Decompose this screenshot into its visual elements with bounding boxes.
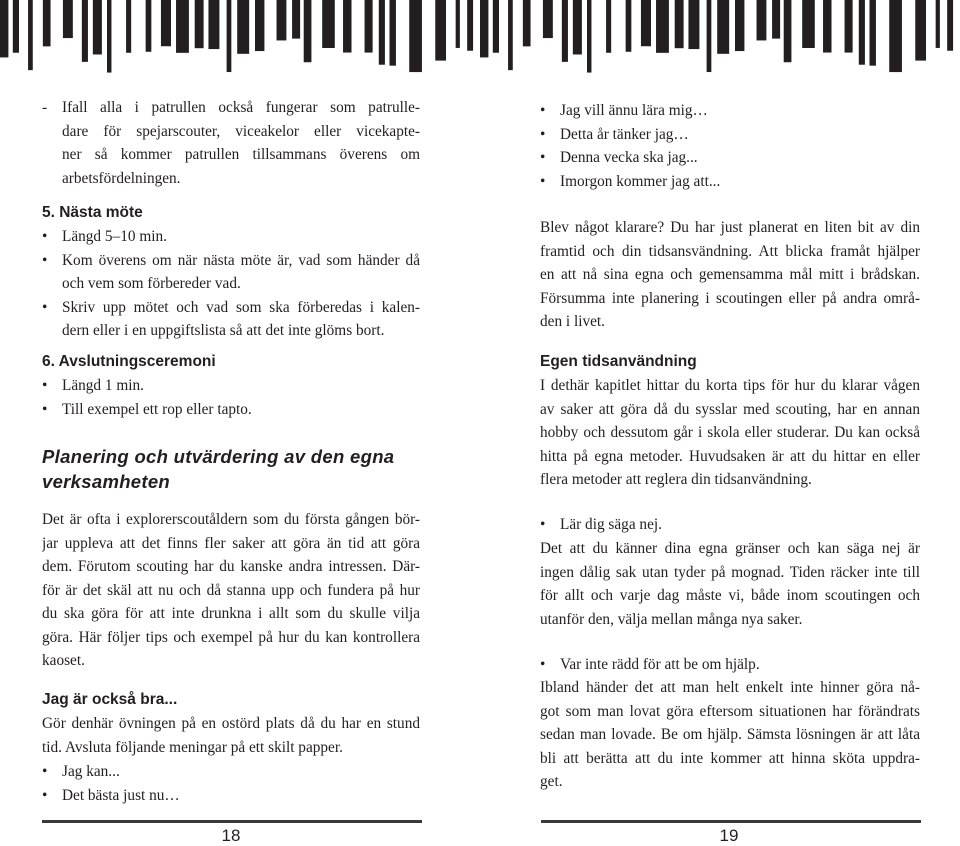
list-item [540, 653, 920, 677]
text-line: den i livet. [540, 313, 605, 330]
list-item [42, 374, 420, 398]
text-line: Kom överens om när nästa möte är, vad som händer då [62, 251, 420, 269]
text-line: get. [540, 773, 563, 790]
tree-trunk [656, 0, 669, 53]
time-use-heading: Egen tidsanvändning [540, 353, 697, 370]
tree-trunk [208, 0, 219, 49]
text-line: för allt och varje dag måste vi, både inom scoutingen och [540, 587, 920, 604]
text-line: Det att du känner dina egna gränser och kan säga nej är [540, 540, 920, 557]
tree-trunk [717, 0, 729, 54]
tree-trunk [802, 0, 815, 48]
main-heading-line: Planering och utvärdering av den egna [42, 446, 395, 467]
tree-trunk [606, 0, 611, 53]
bullet-icon: • [540, 172, 546, 190]
tree-trunk [859, 0, 865, 65]
bullet-icon: • [540, 149, 546, 166]
tree-trunk [936, 0, 940, 48]
text-line: Detta år tänker jag… [560, 125, 689, 143]
text-line: Lär dig säga nej. [560, 516, 662, 533]
text-line: ingen dålig sak utan tyder på mognad. Tiden räcker inte till [540, 563, 920, 581]
tree-trunk [467, 0, 473, 51]
bullet-icon: • [42, 228, 48, 245]
list-item [540, 513, 920, 537]
tree-trunk [176, 0, 189, 53]
tree-trunk [508, 0, 513, 70]
tree-trunk [688, 0, 699, 49]
footer-rule-right [541, 820, 921, 823]
text-line: flera metoder att reglera din tidsanvändning. [540, 471, 812, 488]
tree-trunk [277, 0, 287, 40]
text-line: Jag kan... [62, 763, 120, 780]
bullet-icon: • [42, 377, 48, 394]
bullet-icon: • [540, 656, 546, 673]
tree-trunk [543, 0, 553, 38]
tree-trunk [43, 0, 51, 46]
text-line: Gör denhär övningen på en ostörd plats då du har en stund [42, 715, 420, 732]
text-line: sedan man lovade. Be om hjälp. Sämsta lösningen är att låta [540, 726, 920, 743]
text-line: Blev något klarare? Du har just planerat en liten bit av din [540, 219, 920, 236]
text-line: bli att berätta att du inte kommer att hinna sköta uppdra- [540, 749, 920, 767]
tree-trunk [641, 0, 651, 46]
list-item [42, 398, 420, 422]
text-line: got som man lovat göra eftersom situationen har förändrats [540, 702, 920, 720]
bullet-icon: • [42, 400, 48, 418]
list-item [540, 123, 920, 147]
tree-trunk [845, 0, 853, 53]
tree-trunk [587, 0, 591, 73]
text-line: Det bästa just nu… [62, 786, 180, 804]
main-heading-line: verksamheten [42, 471, 171, 492]
time-use-paragraph [540, 374, 920, 492]
exercise-list-right [540, 99, 920, 193]
forest-header-illustration [0, 0, 960, 80]
section-5-list [42, 225, 420, 343]
tree-trunk [379, 0, 385, 65]
tree-trunk [523, 0, 531, 46]
text-line: arbetsfördelningen. [62, 169, 181, 187]
text-line: göra. Här följer tips och exempel på hur du kan kontrollera [42, 628, 420, 646]
tree-trunk [237, 0, 249, 54]
text-line: Skriv upp mötet och vad som ska förberedas i kalen- [62, 298, 420, 316]
tree-trunk [107, 0, 111, 73]
text-line: framtid och din tidsansvändning. Att blicka framåt hjälper [540, 242, 920, 260]
tree-trunk [869, 0, 875, 66]
text-line: en att nå sina egna och gemensamma mål mitt i brådskan. [540, 266, 920, 283]
tree-trunk [227, 0, 232, 72]
page-number-left: 18 [221, 826, 241, 845]
text-line: Imorgon kommer jag att... [560, 172, 721, 190]
list-item [42, 96, 420, 190]
bullet-icon: • [42, 298, 48, 316]
text-line: Försumma inte planering i scoutingen eller på andra områ- [540, 289, 920, 307]
text-line: hobby och dessutom går i skola eller studerar. Du kan också [540, 424, 920, 441]
text-line: för är det skäl att nu och då stanna upp och fundera på hur [42, 581, 420, 599]
section-5-heading: 5. Nästa möte [42, 204, 143, 221]
list-item [540, 170, 920, 194]
exercise-list-left [42, 759, 420, 806]
dash-marker-icon: - [42, 99, 48, 116]
bullet-icon: • [42, 763, 48, 780]
text-line: dare för spejarscouter, viceakelor eller vicekapte- [62, 122, 420, 140]
tree-trunk [772, 0, 780, 39]
tree-trunk [480, 0, 488, 57]
text-line: I dethär kapitlet hittar du korta tips för hur du klarar vågen [540, 377, 920, 394]
tree-trunk [784, 0, 792, 62]
tree-trunk [365, 0, 373, 53]
text-line: ner så kommer patrullen tillsammans överens om [62, 146, 420, 163]
bullet-icon: • [42, 251, 48, 269]
tree-trunk [573, 0, 582, 54]
text-line: du ska göra för att inte drunkna i allt som du skulle vilja [42, 605, 420, 622]
tip-say-no-paragraph [540, 537, 920, 631]
list-item [540, 99, 920, 123]
tip-ask-help-paragraph [540, 676, 920, 794]
main-heading [42, 444, 422, 494]
tip-say-no [540, 513, 920, 537]
tree-trunk [63, 0, 73, 38]
footer-rule-left [42, 820, 422, 823]
text-line: Var inte rädd för att be om hjälp. [560, 656, 760, 673]
text-line: utanför den, välja mellan många nya saker. [540, 610, 803, 628]
tree-trunk [435, 0, 446, 61]
tree-trunk [409, 0, 422, 72]
list-item [540, 146, 920, 170]
intro-paragraph [42, 508, 420, 673]
text-line: Det är ofta i explorerscoutåldern som du första gången bör- [42, 511, 420, 528]
tree-trunk [889, 0, 902, 72]
tree-trunk [343, 0, 351, 53]
text-line: och vem som förbereder vad. [62, 275, 241, 292]
reflection-paragraph [540, 216, 920, 334]
tree-trunk [255, 0, 264, 51]
text-line: Längd 5–10 min. [62, 228, 167, 245]
text-line: Denna vecka ska jag... [560, 149, 698, 166]
list-item [42, 759, 420, 783]
tree-trunk [823, 0, 831, 53]
tree-trunk [757, 0, 767, 40]
text-line: av saker att göra då du sysslar med scouting, har en annan [540, 400, 920, 418]
page-number-right: 19 [719, 826, 739, 845]
tree-trunk [493, 0, 499, 53]
tree-trunk [626, 0, 632, 52]
text-line: Ifall alla i patrullen också fungerar som patrulle- [62, 99, 420, 116]
text-line: Ibland händer det att man helt enkelt inte hinner göra nå- [540, 679, 920, 696]
tree-trunk [675, 0, 684, 48]
text-line: dern eller i en uppgiftslista så att det inte glöms bort. [62, 322, 385, 339]
list-item [42, 249, 420, 296]
section-6-list [42, 374, 420, 421]
bullet-icon: • [540, 125, 546, 143]
bullet-icon: • [540, 102, 546, 119]
list-item [42, 296, 420, 343]
tree-trunk [126, 0, 131, 53]
tree-trunk [735, 0, 744, 51]
text-line: dem. Förutom scouting har du kanske andra intressen. Där- [42, 558, 420, 575]
tree-trunk [322, 0, 335, 48]
text-line: Längd 1 min. [62, 377, 144, 394]
tree-trunk [161, 0, 171, 46]
bullet-icon: • [42, 786, 48, 804]
tree-trunk [146, 0, 152, 52]
text-line: kaoset. [42, 652, 85, 669]
text-line: tid. Avsluta följande meningar på ett skilt papper. [42, 738, 343, 756]
tree-trunk [195, 0, 204, 48]
bullet-icon: • [540, 516, 546, 533]
tree-trunk [562, 0, 568, 62]
list-item [42, 783, 420, 807]
tree-trunk [389, 0, 395, 66]
exercise-heading: Jag är också bra... [42, 691, 178, 708]
text-line: hitta på egna metoder. Huvudsaken är att du hittar en eller [540, 447, 920, 465]
tree-trunk [28, 0, 33, 70]
tree-trunk [304, 0, 312, 62]
tree-trunk [93, 0, 102, 54]
tree-trunk [915, 0, 926, 61]
text-line: Jag vill ännu lära mig… [560, 102, 708, 119]
tree-trunk [456, 0, 460, 48]
list-item [42, 225, 420, 249]
tip-ask-help [540, 653, 920, 677]
tree-trunk [292, 0, 300, 39]
tree-trunk [707, 0, 712, 72]
section-6-heading: 6. Avslutningsceremoni [42, 353, 216, 370]
tree-trunk [13, 0, 19, 53]
tree-trunk [82, 0, 88, 62]
tree-trunk [0, 0, 8, 57]
tree-trunk [947, 0, 953, 51]
intro-dash-item [42, 96, 420, 190]
text-line: Till exempel ett rop eller tapto. [62, 400, 252, 418]
text-line: jar uppleva att det finns fler saker att göra än tid att göra [42, 534, 420, 552]
exercise-instructions [42, 712, 420, 759]
